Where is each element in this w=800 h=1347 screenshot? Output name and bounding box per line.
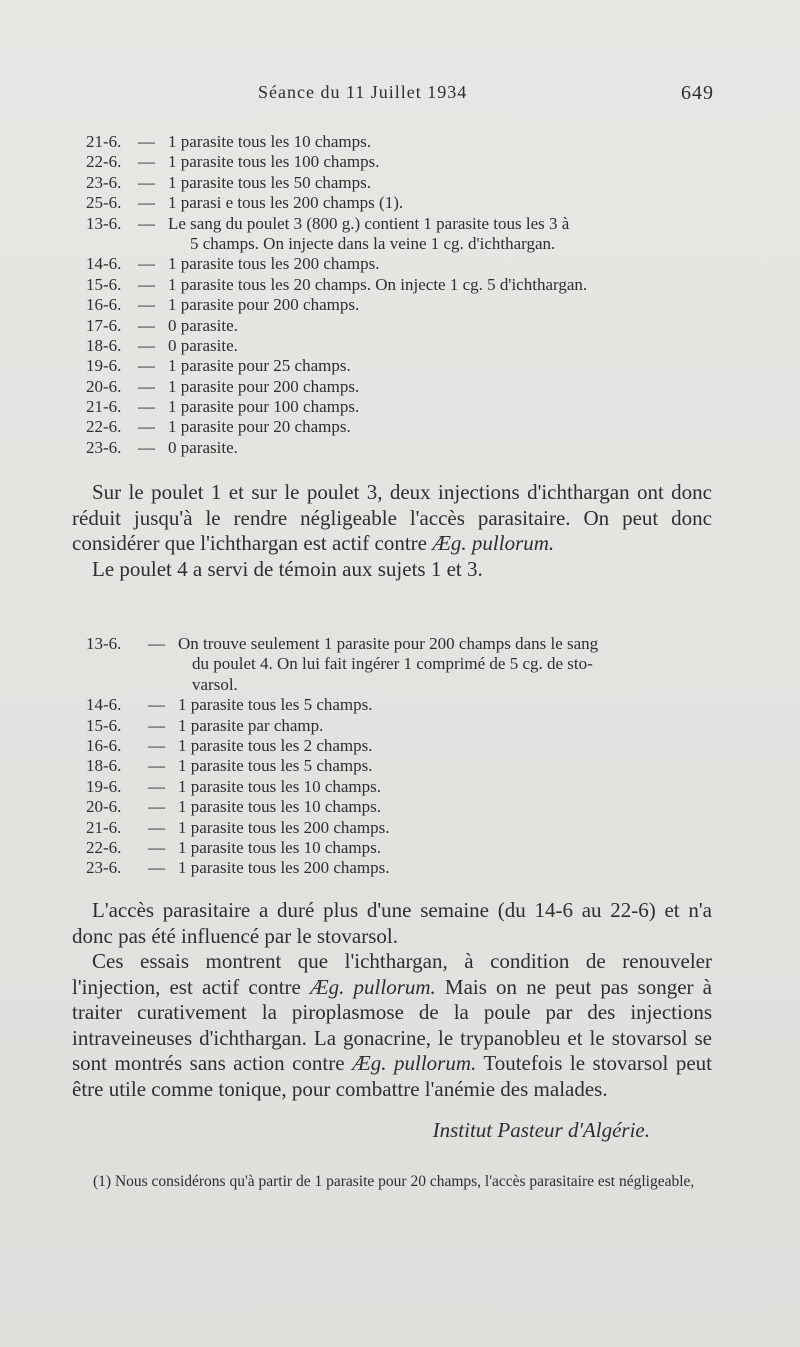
log-date: 21-6.: [86, 132, 122, 151]
log-text: 1 parasite pour 100 champs.: [168, 397, 360, 417]
em-dash: —: [138, 356, 155, 376]
log-date: 13-6.: [86, 634, 122, 653]
log-entry: [86, 417, 726, 437]
log-date: 16-6.: [86, 295, 122, 315]
em-dash: —: [138, 172, 155, 192]
running-title: Séance du 11 Juillet 1934: [258, 82, 468, 102]
log-entry: [86, 377, 726, 397]
em-dash: —: [148, 858, 165, 878]
log-text: 5 champs. On injecte dans la veine 1 cg. d'ichthargan.: [190, 233, 556, 253]
essais-text-2: Mais on ne peut pas songer à traiter curativement la piroplasmose de la poule par des injections intraveineuses d'ichthargan. La gonacrine, le trypanobleu et le stovarsol se sont montrés sans action contre: [72, 974, 712, 1075]
page-number: 649: [681, 82, 714, 104]
essais-text-1: Ces essais montrent que l'ichthargan, à condition de renouveler l'injection, est actif contre: [72, 949, 712, 999]
em-dash: —: [138, 315, 155, 335]
log-text: 1 parasite tous les 5 champs.: [178, 756, 373, 776]
log-date: 18-6.: [86, 756, 122, 776]
log-text: 1 parasite tous les 100 champs.: [168, 152, 380, 172]
em-dash: —: [148, 715, 165, 735]
em-dash: —: [138, 397, 155, 417]
log-entry: [86, 777, 726, 797]
paragraph-text: Sur le poulet 1 et sur le poulet 3, deux injections d'ichthargan ont donc réduit jusqu'à le rendre négligeable l'accès parasitaire. On peut donc considérer que l'ichthargan est actif contre: [72, 480, 712, 555]
log-entry: [86, 193, 726, 213]
em-dash: —: [138, 193, 155, 213]
log-text: 1 parasite tous les 20 champs. On injecte 1 cg. 5 d'ichthargan.: [168, 274, 588, 294]
em-dash: —: [148, 735, 165, 755]
log-entry: [86, 254, 726, 274]
log-entry: [86, 438, 726, 458]
log-text: 0 parasite.: [168, 335, 238, 355]
paragraph-temoin: Le poulet 4 a servi de témoin aux sujets 1 et 3.: [92, 556, 483, 581]
log-entry: [86, 634, 726, 654]
log-text: 1 parasite tous les 10 champs.: [178, 837, 382, 857]
log-date: 19-6.: [86, 776, 122, 796]
em-dash: —: [138, 274, 155, 294]
log-entry: [86, 152, 726, 172]
log-text: 1 parasite tous les 50 champs.: [168, 172, 372, 192]
log-text: 1 parasite pour 25 champs.: [168, 356, 351, 376]
log-text: du poulet 4. On lui fait ingérer 1 comprimé de 5 cg. de sto-: [192, 654, 593, 674]
em-dash: —: [138, 376, 155, 396]
log-entry: [86, 797, 726, 817]
em-dash: —: [138, 254, 155, 274]
log-text: 1 parasite tous les 2 champs.: [178, 735, 373, 755]
log-date: 15-6.: [86, 715, 122, 735]
log-entry: [86, 675, 726, 695]
log-entry: [86, 838, 726, 858]
em-dash: —: [138, 335, 155, 355]
log-date: 21-6.: [86, 817, 122, 837]
observation-log-poulet-4: [86, 634, 726, 879]
log-text: varsol.: [192, 674, 238, 694]
log-text: 1 parasite tous les 200 champs.: [178, 817, 390, 837]
log-date: 20-6.: [86, 376, 122, 396]
log-entry: [86, 716, 726, 736]
log-date: 23-6.: [86, 437, 122, 457]
log-date: 23-6.: [86, 172, 122, 192]
species-name: Æg. pullorum.: [309, 974, 436, 999]
log-entry: [86, 356, 726, 376]
species-name: Æg. pullorum.: [352, 1051, 477, 1075]
em-dash: —: [138, 417, 155, 437]
em-dash: —: [148, 837, 165, 857]
log-text: 1 parasite tous les 10 champs.: [168, 132, 372, 151]
em-dash: —: [138, 213, 155, 233]
log-date: 18-6.: [86, 335, 122, 355]
em-dash: —: [148, 695, 165, 715]
log-date: 13-6.: [86, 213, 122, 233]
log-entry: [86, 234, 726, 254]
log-text: 1 parasite par champ.: [178, 715, 324, 735]
log-entry: [86, 818, 726, 838]
log-text: 1 parasi e tous les 200 champs (1).: [168, 193, 404, 213]
em-dash: —: [148, 776, 165, 796]
log-date: 20-6.: [86, 797, 122, 817]
log-text: 1 parasite tous les 10 champs.: [178, 797, 382, 817]
essais-text-3: Toutefois le stovarsol peut être utile comme tonique, pour combattre l'anémie des malades.: [72, 1051, 712, 1101]
log-date: 14-6.: [86, 254, 122, 274]
log-entry: [86, 858, 726, 878]
log-text: 0 parasite.: [168, 437, 238, 457]
log-text: 0 parasite.: [168, 315, 238, 335]
log-entry: [86, 736, 726, 756]
log-date: 16-6.: [86, 735, 122, 755]
species-name: Æg. pullorum.: [432, 531, 555, 555]
em-dash: —: [138, 437, 155, 457]
log-date: 15-6.: [86, 274, 122, 294]
log-entry: [86, 756, 726, 776]
log-text: 1 parasite tous les 5 champs.: [178, 695, 373, 715]
em-dash: —: [148, 797, 165, 817]
signature: Institut Pasteur d'Algérie.: [432, 1118, 650, 1142]
log-entry: [86, 397, 726, 417]
log-text: 1 parasite pour 200 champs.: [168, 295, 360, 315]
observation-log-poulet-3: [86, 132, 726, 458]
log-entry: [86, 132, 726, 152]
log-date: 23-6.: [86, 858, 122, 878]
log-entry: [86, 173, 726, 193]
log-text: 1 parasite tous les 200 champs.: [178, 858, 390, 878]
log-entry: [86, 336, 726, 356]
paragraph-essais: [72, 949, 712, 1102]
paragraph-duree: L'accès parasitaire a duré plus d'une semaine (du 14-6 au 22-6) et n'a donc pas été influencé par le stovarsol.: [72, 898, 712, 948]
paragraph-conclusion-ichthargan: [72, 480, 712, 582]
log-text: 1 parasite tous les 200 champs.: [168, 254, 380, 274]
log-text: 1 parasite pour 20 champs.: [168, 417, 351, 437]
em-dash: —: [148, 817, 165, 837]
paragraph-discussion: [72, 898, 712, 1102]
log-text: 1 parasite pour 200 champs.: [168, 376, 360, 396]
log-entry: [86, 214, 726, 234]
log-entry: [86, 695, 726, 715]
log-text: Le sang du poulet 3 (800 g.) contient 1 parasite tous les 3 à: [168, 213, 570, 233]
log-date: 22-6.: [86, 152, 122, 172]
log-text: 1 parasite tous les 10 champs.: [178, 776, 382, 796]
log-date: 19-6.: [86, 356, 122, 376]
log-date: 22-6.: [86, 837, 122, 857]
log-date: 14-6.: [86, 695, 122, 715]
log-entry: [86, 316, 726, 336]
log-entry: [86, 295, 726, 315]
em-dash: —: [138, 152, 155, 172]
log-entry: [86, 654, 726, 674]
log-date: 21-6.: [86, 397, 122, 417]
log-text: On trouve seulement 1 parasite pour 200 champs dans le sang: [178, 634, 599, 653]
em-dash: —: [138, 295, 155, 315]
log-date: 25-6.: [86, 193, 122, 213]
log-date: 22-6.: [86, 417, 122, 437]
log-entry: [86, 275, 726, 295]
footnote: (1) Nous considérons qu'à partir de 1 parasite pour 20 champs, l'accès parasitaire est négligeable,: [93, 1173, 695, 1190]
log-date: 17-6.: [86, 315, 122, 335]
em-dash: —: [148, 634, 165, 653]
em-dash: —: [138, 132, 155, 151]
em-dash: —: [148, 756, 165, 776]
